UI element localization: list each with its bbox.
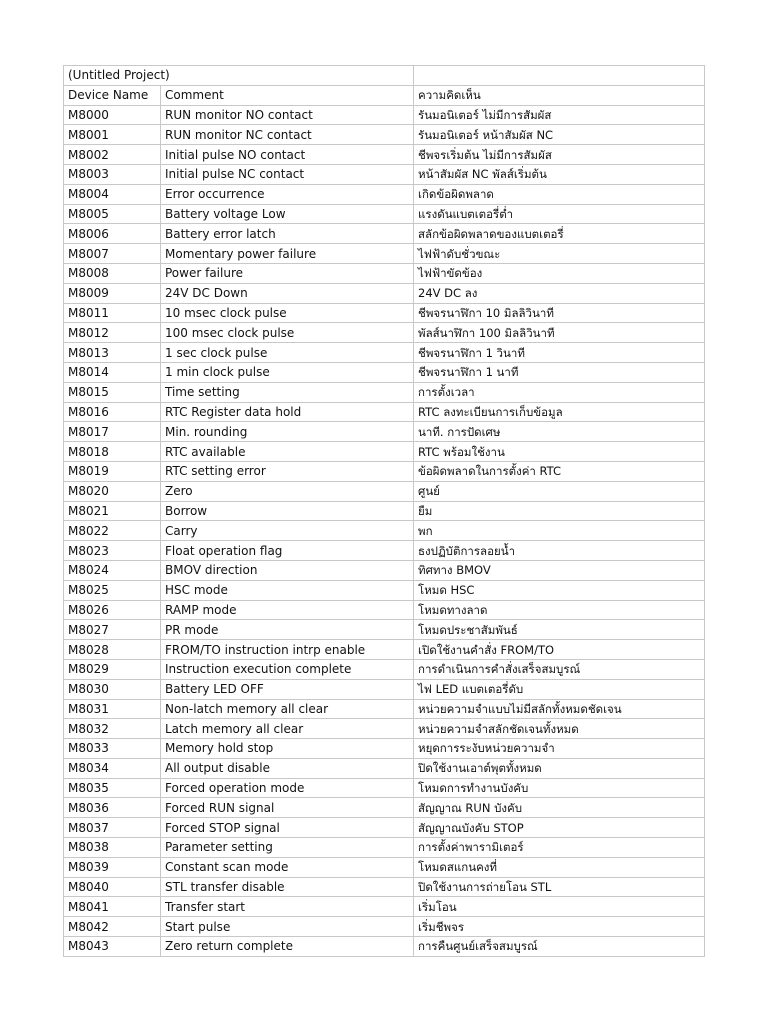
table-row xyxy=(64,442,705,462)
device-name-cell: M8005 xyxy=(64,204,161,224)
thai-comment-cell: ปิดใช้งานการถ่ายโอน STL xyxy=(414,877,705,897)
thai-comment-cell: โหมดสแกนคงที่ xyxy=(414,857,705,877)
device-name-cell: M8012 xyxy=(64,323,161,343)
thai-comment-cell: เริ่มชีพจร xyxy=(414,917,705,937)
device-name-cell: M8029 xyxy=(64,659,161,679)
table-row xyxy=(64,362,705,382)
thai-comment-cell: ชีพจรเริ่มต้น ไม่มีการสัมผัส xyxy=(414,145,705,165)
table-row xyxy=(64,699,705,719)
device-name-cell: M8014 xyxy=(64,362,161,382)
table-row xyxy=(64,343,705,363)
comment-cell: 10 msec clock pulse xyxy=(161,303,414,323)
thai-comment-cell: โหมดประชาสัมพันธ์ xyxy=(414,620,705,640)
device-name-cell: M8018 xyxy=(64,442,161,462)
thai-comment-cell: ปิดใช้งานเอาต์พุตทั้งหมด xyxy=(414,758,705,778)
table-row xyxy=(64,917,705,937)
device-name-cell: M8027 xyxy=(64,620,161,640)
table-row xyxy=(64,758,705,778)
thai-comment-cell: รันมอนิเตอร์ ไม่มีการสัมผัส xyxy=(414,105,705,125)
table-row xyxy=(64,937,705,957)
device-name-cell: M8023 xyxy=(64,541,161,561)
table-row xyxy=(64,382,705,402)
thai-comment-cell: สัญญาณบังคับ STOP xyxy=(414,818,705,838)
table-row xyxy=(64,640,705,660)
device-name-cell: M8038 xyxy=(64,838,161,858)
comment-cell: Error occurrence xyxy=(161,184,414,204)
comment-cell: Battery error latch xyxy=(161,224,414,244)
comment-cell: RTC available xyxy=(161,442,414,462)
comment-cell: Forced STOP signal xyxy=(161,818,414,838)
table-row xyxy=(64,600,705,620)
comment-cell: RTC setting error xyxy=(161,461,414,481)
thai-comment-cell: เริ่มโอน xyxy=(414,897,705,917)
thai-comment-cell: หน่วยความจำแบบไม่มีสลักทั้งหมดชัดเจน xyxy=(414,699,705,719)
device-name-cell: M8004 xyxy=(64,184,161,204)
header-device-name: Device Name xyxy=(64,85,161,105)
table-row xyxy=(64,659,705,679)
table-row xyxy=(64,877,705,897)
thai-comment-cell: พัลส์นาฬิกา 100 มิลลิวินาที xyxy=(414,323,705,343)
table-row xyxy=(64,402,705,422)
device-comment-table xyxy=(63,65,705,957)
comment-cell: Borrow xyxy=(161,501,414,521)
device-name-cell: M8017 xyxy=(64,422,161,442)
device-name-cell: M8041 xyxy=(64,897,161,917)
table-row xyxy=(64,838,705,858)
table-row xyxy=(64,897,705,917)
header-comment: Comment xyxy=(161,85,414,105)
device-name-cell: M8032 xyxy=(64,719,161,739)
device-name-cell: M8025 xyxy=(64,580,161,600)
device-name-cell: M8026 xyxy=(64,600,161,620)
comment-cell: Carry xyxy=(161,521,414,541)
comment-cell: Non-latch memory all clear xyxy=(161,699,414,719)
device-name-cell: M8043 xyxy=(64,937,161,957)
table-row xyxy=(64,145,705,165)
comment-cell: Momentary power failure xyxy=(161,244,414,264)
device-name-cell: M8006 xyxy=(64,224,161,244)
comment-cell: Parameter setting xyxy=(161,838,414,858)
device-name-cell: M8007 xyxy=(64,244,161,264)
table-row xyxy=(64,244,705,264)
thai-comment-cell: 24V DC ลง xyxy=(414,283,705,303)
header-thai-comment: ความคิดเห็น xyxy=(414,85,705,105)
table-row xyxy=(64,461,705,481)
thai-comment-cell: RTC ลงทะเบียนการเก็บข้อมูล xyxy=(414,402,705,422)
table-row xyxy=(64,303,705,323)
thai-comment-cell: หน้าสัมผัส NC พัลส์เริ่มต้น xyxy=(414,164,705,184)
thai-comment-cell: ไฟฟ้าขัดข้อง xyxy=(414,263,705,283)
comment-cell: Min. rounding xyxy=(161,422,414,442)
thai-comment-cell: เกิดข้อผิดพลาด xyxy=(414,184,705,204)
header-row xyxy=(64,85,705,105)
table-row xyxy=(64,739,705,759)
comment-cell: Battery LED OFF xyxy=(161,679,414,699)
thai-comment-cell: ยืม xyxy=(414,501,705,521)
thai-comment-cell: การดำเนินการคำสั่งเสร็จสมบูรณ์ xyxy=(414,659,705,679)
comment-cell: RUN monitor NO contact xyxy=(161,105,414,125)
device-name-cell: M8036 xyxy=(64,798,161,818)
thai-comment-cell: ทิศทาง BMOV xyxy=(414,560,705,580)
comment-cell: Instruction execution complete xyxy=(161,659,414,679)
device-name-cell: M8021 xyxy=(64,501,161,521)
thai-comment-cell: นาที. การปัดเศษ xyxy=(414,422,705,442)
table-row xyxy=(64,560,705,580)
comment-cell: Constant scan mode xyxy=(161,857,414,877)
comment-cell: RAMP mode xyxy=(161,600,414,620)
comment-cell: Transfer start xyxy=(161,897,414,917)
comment-cell: Memory hold stop xyxy=(161,739,414,759)
table-row xyxy=(64,798,705,818)
project-title-empty-cell xyxy=(414,66,705,86)
device-name-cell: M8024 xyxy=(64,560,161,580)
project-title: (Untitled Project) xyxy=(64,66,414,86)
comment-cell: Float operation flag xyxy=(161,541,414,561)
thai-comment-cell: รันมอนิเตอร์ หน้าสัมผัส NC xyxy=(414,125,705,145)
table-row xyxy=(64,204,705,224)
device-name-cell: M8015 xyxy=(64,382,161,402)
comment-cell: Battery voltage Low xyxy=(161,204,414,224)
comment-cell: FROM/TO instruction intrp enable xyxy=(161,640,414,660)
comment-cell: Initial pulse NO contact xyxy=(161,145,414,165)
comment-cell: Power failure xyxy=(161,263,414,283)
comment-cell: RTC Register data hold xyxy=(161,402,414,422)
comment-cell: Start pulse xyxy=(161,917,414,937)
device-name-cell: M8033 xyxy=(64,739,161,759)
device-name-cell: M8034 xyxy=(64,758,161,778)
comment-cell: RUN monitor NC contact xyxy=(161,125,414,145)
table-row xyxy=(64,164,705,184)
table-row xyxy=(64,620,705,640)
comment-cell: All output disable xyxy=(161,758,414,778)
table-row xyxy=(64,481,705,501)
thai-comment-cell: ชีพจรนาฬิกา 10 มิลลิวินาที xyxy=(414,303,705,323)
comment-cell: Forced operation mode xyxy=(161,778,414,798)
table-row xyxy=(64,105,705,125)
thai-comment-cell: ชีพจรนาฬิกา 1 นาที xyxy=(414,362,705,382)
table-row xyxy=(64,778,705,798)
table-row xyxy=(64,580,705,600)
thai-comment-cell: การตั้งค่าพารามิเตอร์ xyxy=(414,838,705,858)
thai-comment-cell: หยุดการระงับหน่วยความจำ xyxy=(414,739,705,759)
thai-comment-cell: ชีพจรนาฬิกา 1 วินาที xyxy=(414,343,705,363)
device-name-cell: M8042 xyxy=(64,917,161,937)
device-name-cell: M8011 xyxy=(64,303,161,323)
thai-comment-cell: พก xyxy=(414,521,705,541)
thai-comment-cell: ศูนย์ xyxy=(414,481,705,501)
thai-comment-cell: โหมดทางลาด xyxy=(414,600,705,620)
device-name-cell: M8019 xyxy=(64,461,161,481)
device-name-cell: M8030 xyxy=(64,679,161,699)
device-comment-sheet xyxy=(63,65,704,957)
table-row xyxy=(64,818,705,838)
comment-cell: 24V DC Down xyxy=(161,283,414,303)
comment-cell: BMOV direction xyxy=(161,560,414,580)
device-name-cell: M8000 xyxy=(64,105,161,125)
table-row xyxy=(64,719,705,739)
device-name-cell: M8001 xyxy=(64,125,161,145)
table-body xyxy=(64,66,705,957)
comment-cell: Zero return complete xyxy=(161,937,414,957)
thai-comment-cell: โหมดการทำงานบังคับ xyxy=(414,778,705,798)
device-name-cell: M8037 xyxy=(64,818,161,838)
thai-comment-cell: สลักข้อผิดพลาดของแบตเตอรี่ xyxy=(414,224,705,244)
thai-comment-cell: แรงดันแบตเตอรี่ต่ำ xyxy=(414,204,705,224)
project-title-row xyxy=(64,66,705,86)
thai-comment-cell: ธงปฏิบัติการลอยน้ำ xyxy=(414,541,705,561)
comment-cell: 100 msec clock pulse xyxy=(161,323,414,343)
table-row xyxy=(64,283,705,303)
comment-cell: Latch memory all clear xyxy=(161,719,414,739)
thai-comment-cell: ไฟ LED แบตเตอรี่ดับ xyxy=(414,679,705,699)
device-name-cell: M8009 xyxy=(64,283,161,303)
device-name-cell: M8013 xyxy=(64,343,161,363)
device-name-cell: M8031 xyxy=(64,699,161,719)
thai-comment-cell: ข้อผิดพลาดในการตั้งค่า RTC xyxy=(414,461,705,481)
table-row xyxy=(64,263,705,283)
comment-cell: 1 min clock pulse xyxy=(161,362,414,382)
table-row xyxy=(64,184,705,204)
table-row xyxy=(64,125,705,145)
table-row xyxy=(64,521,705,541)
table-row xyxy=(64,501,705,521)
device-name-cell: M8020 xyxy=(64,481,161,501)
table-row xyxy=(64,857,705,877)
thai-comment-cell: โหมด HSC xyxy=(414,580,705,600)
thai-comment-cell: การคืนศูนย์เสร็จสมบูรณ์ xyxy=(414,937,705,957)
comment-cell: PR mode xyxy=(161,620,414,640)
thai-comment-cell: สัญญาณ RUN บังคับ xyxy=(414,798,705,818)
thai-comment-cell: RTC พร้อมใช้งาน xyxy=(414,442,705,462)
thai-comment-cell: การตั้งเวลา xyxy=(414,382,705,402)
comment-cell: Time setting xyxy=(161,382,414,402)
thai-comment-cell: ไฟฟ้าดับชั่วขณะ xyxy=(414,244,705,264)
table-row xyxy=(64,679,705,699)
device-name-cell: M8008 xyxy=(64,263,161,283)
device-name-cell: M8039 xyxy=(64,857,161,877)
device-name-cell: M8028 xyxy=(64,640,161,660)
comment-cell: Zero xyxy=(161,481,414,501)
comment-cell: 1 sec clock pulse xyxy=(161,343,414,363)
device-name-cell: M8035 xyxy=(64,778,161,798)
comment-cell: Forced RUN signal xyxy=(161,798,414,818)
table-row xyxy=(64,224,705,244)
device-name-cell: M8040 xyxy=(64,877,161,897)
comment-cell: Initial pulse NC contact xyxy=(161,164,414,184)
thai-comment-cell: หน่วยความจำสลักชัดเจนทั้งหมด xyxy=(414,719,705,739)
device-name-cell: M8003 xyxy=(64,164,161,184)
device-name-cell: M8022 xyxy=(64,521,161,541)
comment-cell: STL transfer disable xyxy=(161,877,414,897)
table-row xyxy=(64,541,705,561)
table-row xyxy=(64,422,705,442)
comment-cell: HSC mode xyxy=(161,580,414,600)
thai-comment-cell: เปิดใช้งานคำสั่ง FROM/TO xyxy=(414,640,705,660)
device-name-cell: M8002 xyxy=(64,145,161,165)
device-name-cell: M8016 xyxy=(64,402,161,422)
table-row xyxy=(64,323,705,343)
